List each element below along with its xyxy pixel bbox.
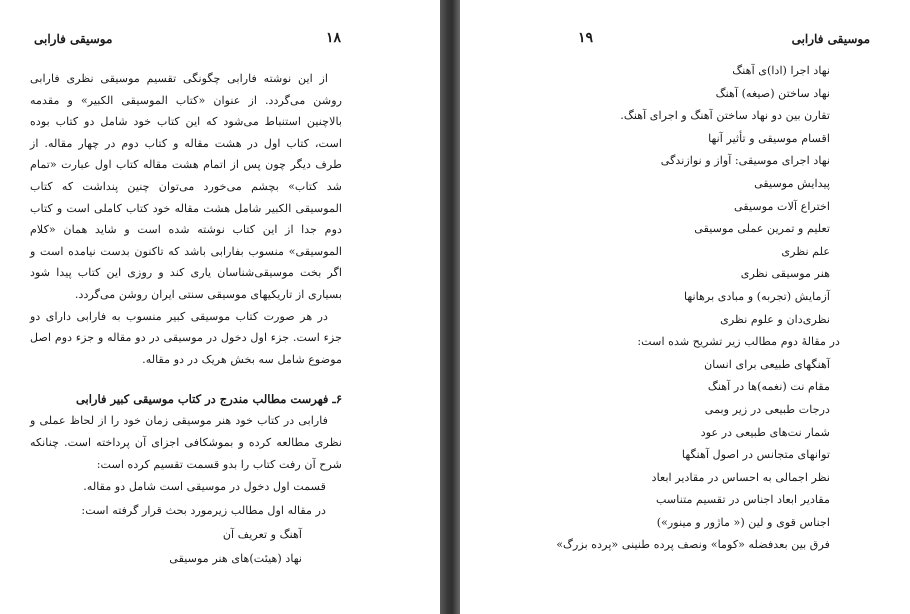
left-page — [0, 0, 440, 614]
paragraph: فارابی در کتاب خود هنر موسیقی زمان خود را از لحاظ عملی و نظری مطالعه کرده و بموشکافی اجزای آن پرداخته است. چنانکه شرح آن رفت کتاب را بدو قسمت تقسیم کرده است: — [30, 414, 342, 471]
paragraph: در هر صورت کتاب موسیقی کبیر منسوب به فارابی دارای دو جزء است. جزء اول دخول در موسیقی در دو مقاله و جزء دوم اصل موضوع شامل سه بخش هریک در دو مقاله. — [30, 309, 342, 366]
list-item: نهاد اجرا (ادا)ی آهنگ — [732, 64, 830, 77]
list-item: آزمایش (تجربه) و مبادی برهانها — [683, 289, 830, 303]
list-item: آهنگهای طبیعی برای انسان — [704, 357, 830, 371]
topic-line: نهاد (هیئت)های هنر موسیقی — [169, 552, 302, 566]
list-item: اختراع آلات موسیقی — [734, 199, 830, 213]
right-page — [460, 0, 910, 614]
topic-line: آهنگ و تعریف آن — [222, 528, 302, 542]
list-item: اجناس قوی و لین (« ماژور و مینور») — [656, 515, 830, 529]
indented-line: قسمت اول دخول در موسیقی است شامل دو مقاله. — [83, 480, 326, 494]
paragraph: از این نوشته فارابی چگونگی تقسیم موسیقی نظری فارابی روشن می‌گردد. از عنوان «کتاب الموسیقی الکبیر» و مقدمه بالاچنین استنباط می‌شود که این کتاب خود شامل دو کتاب بوده است، کتاب اول در هشت مقاله و کتاب دوم در چهار مقاله. از طرف دیگر چون پس از اتمام هشت مقاله کتاب اول عبارت «تمام شد کتاب» بچشم می‌خورد می‌توان چنین پنداشت که کتاب الموسیقی الکبیر شامل هشت مقاله خود کتاب کاملی است و کتاب دوم جدا از این کتاب نوشته شده است و شاید همان «کلام الموسیقی» منسوب بفارابی باشد که تاکنون بدست نیامده است و اگر بخت موسیقی‌شناسان یاری کند و روزی این کتاب پیدا شود بسیاری از تاریکیهای موسیقی سنتی ایران روشن می‌گردد. — [30, 72, 342, 301]
list-item: نهاد ساختن (صیغه) آهنگ — [715, 86, 830, 100]
list-item: علم نظری — [781, 244, 830, 258]
list-item: مقام نت (نغمه)ها در آهنگ — [707, 380, 830, 394]
list-item: تعلیم و تمرین عملی موسیقی — [694, 222, 830, 236]
list-item: نهاد اجرای موسیقی: آواز و نوازندگی — [660, 154, 830, 168]
page-number: ۱۸ — [326, 30, 342, 46]
list-subheading: در مقالهٔ دوم مطالب زیر تشریح شده است: — [637, 335, 840, 349]
list-item: نظر اجمالی به احساس در مقادیر ابعاد — [651, 470, 830, 484]
list-item: تقارن بین دو نهاد ساختن آهنگ و اجرای آهنگ. — [620, 109, 830, 123]
running-head: موسیقی فارابی — [791, 32, 870, 46]
book-gutter — [440, 0, 460, 614]
list-item: شمار نت‌های طبیعی در عود — [700, 425, 830, 439]
list-item: درجات طبیعی در زیر وبمی — [704, 402, 830, 416]
indented-line: در مقاله اول مطالب زیرمورد بحث قرار گرفته است: — [81, 504, 326, 518]
topic-list — [540, 60, 840, 557]
running-head: موسیقی فارابی — [34, 32, 113, 46]
list-item: اقسام موسیقی و تأثیر آنها — [708, 131, 830, 145]
list-item: فرق بین بعدفضله «کوما» ونصف پرده طنینی «پرده بزرگ» — [556, 538, 830, 552]
section-heading: ۶ـ فهرست مطالب مندرج در کتاب موسیقی کبیر فارابی — [75, 392, 342, 407]
list-item: مقادیر ابعاد اجناس در تقسیم متناسب — [655, 493, 830, 507]
list-item: هنر موسیقی نظری — [740, 267, 830, 281]
page-number: ۱۹ — [578, 30, 594, 46]
list-item: توانهای متجانس در اصول آهنگها — [681, 448, 830, 462]
list-item: پیدایش موسیقی — [754, 176, 830, 190]
left-body — [30, 68, 342, 571]
list-item: نظری‌دان و علوم نظری — [720, 312, 830, 326]
